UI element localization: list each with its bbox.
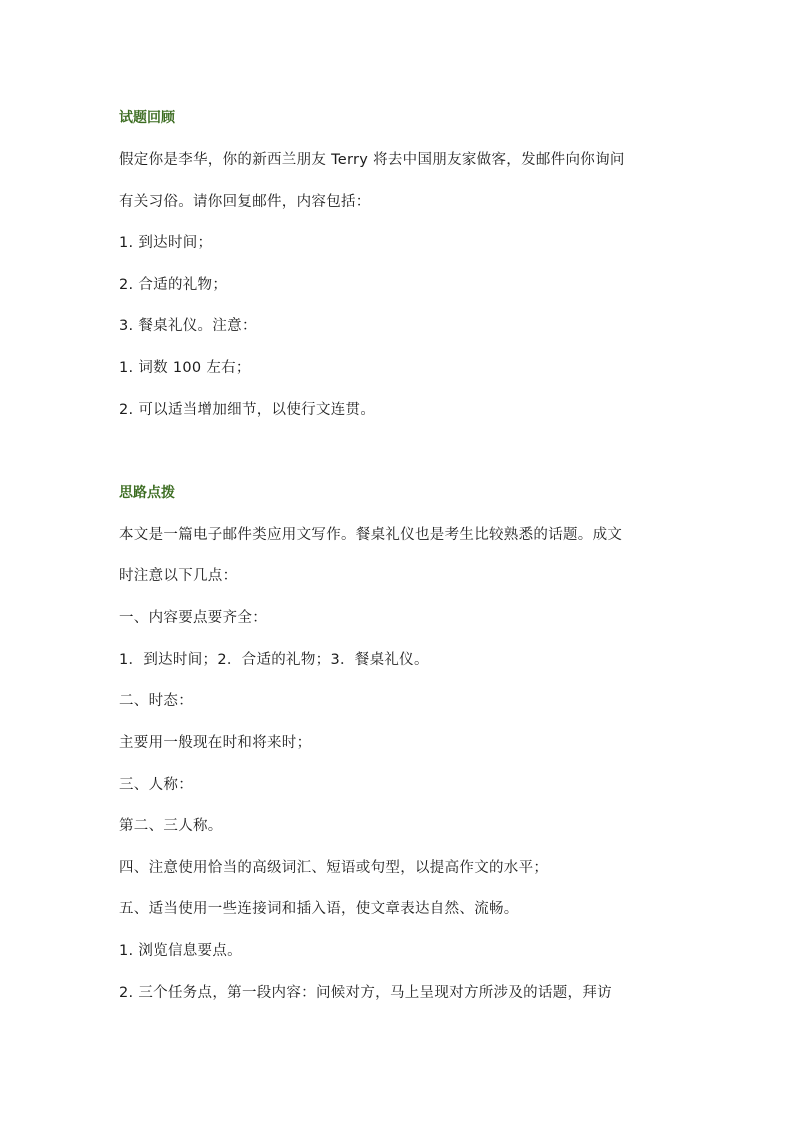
list-item: 五、适当使用一些连接词和插入语，使文章表达自然、流畅。 [119,901,519,917]
list-item: 2. 可以适当增加细节，以使行文连贯。 [119,402,376,418]
list-item: 1. 浏览信息要点。 [119,943,242,959]
paragraph-line: 假定你是李华，你的新西兰朋友 Terry 将去中国朋友家做客，发邮件向你询问 [119,152,625,168]
list-item: 1. 词数 100 左右； [119,360,251,376]
list-item: 二、时态： [119,693,193,709]
list-item: 四、注意使用恰当的高级词汇、短语或句型，以提高作文的水平； [119,860,549,876]
section-heading-approach: 思路点拨 [119,485,175,501]
list-item: 三、人称： [119,777,193,793]
list-item: 3. 餐桌礼仪。注意： [119,318,257,334]
list-item: 一、内容要点要齐全： [119,610,267,626]
paragraph-line: 本文是一篇电子邮件类应用文写作。餐桌礼仪也是考生比较熟悉的话题。成文 [119,527,623,543]
paragraph-line: 有关习俗。请你回复邮件，内容包括： [119,194,371,210]
list-item: 主要用一般现在时和将来时； [119,735,312,751]
list-item: 1．到达时间；2．合适的礼物；3．餐桌礼仪。 [119,652,429,668]
section-heading-review: 试题回顾 [119,110,175,126]
list-item: 1. 到达时间； [119,235,213,251]
list-item: 2. 三个任务点，第一段内容：问候对方，马上呈现对方所涉及的话题，拜访 [119,985,612,1001]
paragraph-line: 时注意以下几点： [119,568,238,584]
list-item: 2. 合适的礼物； [119,277,228,293]
list-item: 第二、三人称。 [119,818,223,834]
